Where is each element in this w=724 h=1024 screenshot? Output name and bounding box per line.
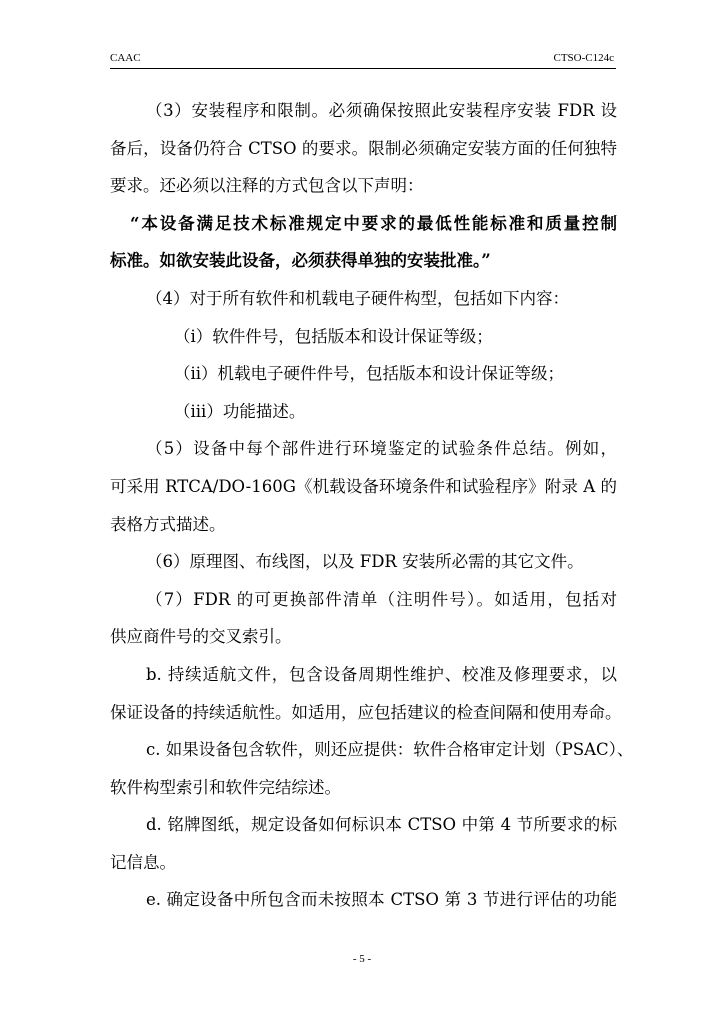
paragraph-line: （6）原理图、布线图，以及 FDR 安装所必需的其它文件。 bbox=[146, 552, 584, 572]
header-left: CAAC bbox=[110, 52, 141, 64]
paragraph-line: b. 持续适航文件，包含设备周期性维护、校准及修理要求，以 bbox=[146, 664, 617, 684]
paragraph-line: 记信息。 bbox=[110, 852, 176, 872]
paragraph-line: 要求。还必须以注释的方式包含以下声明： bbox=[110, 176, 424, 196]
paragraph-line: “本设备满足技术标准规定中要求的最低性能标准和质量控制 bbox=[130, 213, 617, 233]
paragraph-line: 表格方式描述。 bbox=[110, 514, 226, 534]
paragraph-line: （3）安装程序和限制。必须确保按照此安装程序安装 FDR 设 bbox=[146, 101, 617, 120]
paragraph-line: 软件构型索引和软件完结综述。 bbox=[110, 777, 341, 797]
header-right: CTSO-C124c bbox=[553, 52, 614, 64]
paragraph-line: （5）设备中每个部件进行环境鉴定的试验条件总结。例如， bbox=[146, 439, 617, 459]
page-number: - 5 - bbox=[352, 953, 372, 965]
header-rule bbox=[110, 68, 616, 69]
paragraph-line: （i）软件件号，包括版本和设计保证等级； bbox=[174, 326, 493, 346]
paragraph-line: 保证设备的持续适航性。如适用，应包括建议的检查间隔和使用寿命。 bbox=[110, 702, 622, 722]
paragraph-line: （iii）功能描述。 bbox=[174, 401, 306, 421]
paragraph-line: e. 确定设备中所包含而未按照本 CTSO 第 3 节进行评估的功能 bbox=[146, 890, 617, 910]
paragraph-line: c. 如果设备包含软件，则还应提供：软件合格审定计划（PSAC）、 bbox=[146, 740, 634, 760]
paragraph-line: 供应商件号的交叉索引。 bbox=[110, 627, 292, 647]
paragraph-line: （7）FDR 的可更换部件清单（注明件号）。如适用，包括对 bbox=[146, 589, 617, 609]
paragraph-line: d. 铭牌图纸，规定设备如何标识本 CTSO 中第 4 节所要求的标 bbox=[146, 815, 617, 835]
paragraph-line: 备后，设备仍符合 CTSO 的要求。限制必须确定安装方面的任何独特 bbox=[110, 138, 617, 158]
paragraph-line: （4）对于所有软件和机载电子硬件构型，包括如下内容： bbox=[146, 288, 569, 308]
paragraph-line: 标准。如欲安装此设备，必须获得单独的安装批准。” bbox=[110, 251, 491, 271]
document-body bbox=[110, 92, 634, 919]
paragraph-line: （ii）机载电子硬件件号，包括版本和设计保证等级； bbox=[174, 364, 565, 384]
paragraph-line: 可采用 RTCA/DO-160G《机载设备环境条件和试验程序》附录 A 的 bbox=[110, 476, 617, 496]
